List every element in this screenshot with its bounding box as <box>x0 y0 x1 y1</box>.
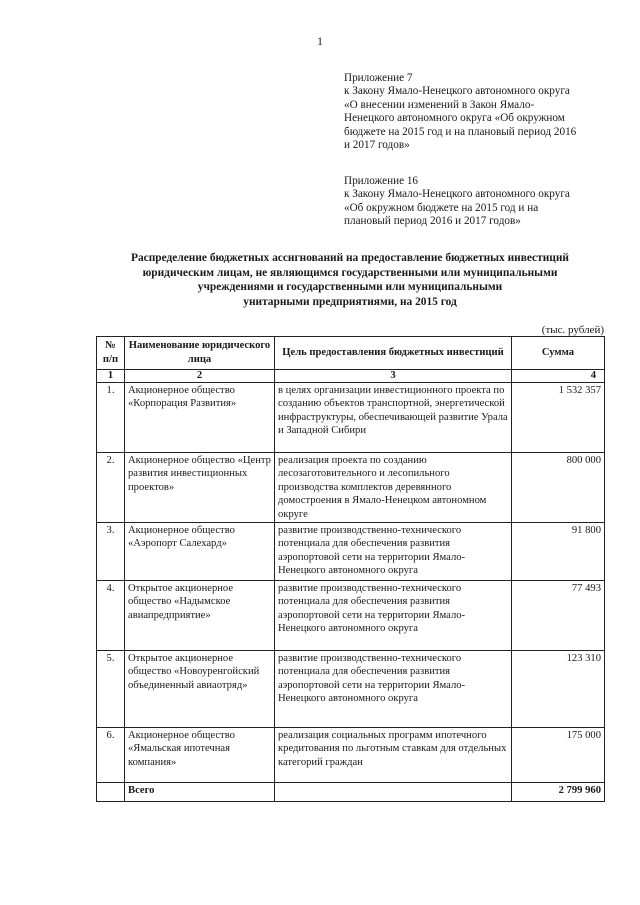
row-number: 4. <box>97 581 125 651</box>
row-number: 1. <box>97 383 125 453</box>
annex-line: «О внесении изменений в Закон Ямало- <box>344 98 535 111</box>
row-number: 6. <box>97 728 125 783</box>
annex-line: Приложение 16 <box>344 175 419 187</box>
annex-line: и 2017 годов» <box>344 139 410 152</box>
row-number: 5. <box>97 651 125 728</box>
row-name: Открытое акционерное общество «Надымское авиапредприятие» <box>125 581 275 651</box>
row-name: Акционерное общество «Аэропорт Салехард» <box>125 523 275 581</box>
row-name: Акционерное общество «Центр развития инвестиционных проектов» <box>125 453 275 523</box>
title-line: Распределение бюджетных ассигнований на предоставление бюджетных инвестиций <box>131 252 569 264</box>
row-purpose: развитие производственно-технического потенциала для обеспечения развития аэропортовой сети на территории Ямало-Ненецкого автономного округа <box>275 651 512 728</box>
annex-7-header <box>344 72 624 152</box>
title-line: учреждениями и государственными или муниципальными <box>197 281 503 294</box>
table-row <box>97 453 605 523</box>
row-name: Акционерное общество «Ямальская ипотечная компания» <box>125 728 275 783</box>
row-number: 3. <box>97 523 125 581</box>
row-sum: 77 493 <box>512 581 605 651</box>
total-empty-cell <box>97 783 125 802</box>
col-number: 3 <box>275 370 512 383</box>
col-number: 4 <box>512 370 605 383</box>
title-line: унитарными предприятиями, на 2015 год <box>243 295 457 308</box>
row-purpose: реализация социальных программ ипотечного кредитования по льготным ставкам для отдельных категорий граждан <box>275 728 512 783</box>
investments-table <box>96 336 605 802</box>
table-row <box>97 728 605 783</box>
row-sum: 123 310 <box>512 651 605 728</box>
total-label: Всего <box>125 783 275 802</box>
header-name: Наименование юридического лица <box>125 337 275 370</box>
table-row <box>97 651 605 728</box>
row-sum: 800 000 <box>512 453 605 523</box>
table-row <box>97 383 605 453</box>
annex-line: Приложение 7 <box>344 72 413 84</box>
annex-line: к Закону Ямало-Ненецкого автономного округа <box>344 188 570 201</box>
col-number: 1 <box>97 370 125 383</box>
annex-line: «Об окружном бюджете на 2015 год и на <box>344 201 539 214</box>
table-row <box>97 523 605 581</box>
table-row <box>97 581 605 651</box>
annex-line: плановый период 2016 и 2017 годов» <box>344 215 521 228</box>
page-number: 1 <box>317 34 323 48</box>
annex-line: бюджете на 2015 год и на плановый период 2016 <box>344 125 577 138</box>
row-sum: 175 000 <box>512 728 605 783</box>
row-number: 2. <box>97 453 125 523</box>
row-purpose: развитие производственно-технического потенциала для обеспечения развития аэропортовой сети на территории Ямало-Ненецкого автономного округа <box>275 523 512 581</box>
document-title <box>96 251 604 309</box>
row-purpose: реализация проекта по созданию лесозаготовительного и лесопильного производства комплектов деревянного домостроения в Ямало-Ненецком автономном округе <box>275 453 512 523</box>
row-purpose: в целях организации инвестиционного проекта по созданию объектов транспортной, энергетической инфраструктуры, обеспечивающей развитие Урала и Западной Сибири <box>275 383 512 453</box>
header-no: № п/п <box>97 337 125 370</box>
annex-line: Ненецкого автономного округа «Об окружном <box>344 112 565 125</box>
units-note: (тыс. рублей) <box>541 324 604 336</box>
total-empty-cell <box>275 783 512 802</box>
annex-line: к Закону Ямало-Ненецкого автономного округа <box>344 85 570 98</box>
col-number: 2 <box>125 370 275 383</box>
row-name: Акционерное общество «Корпорация Развития» <box>125 383 275 453</box>
annex-16-header <box>344 175 624 229</box>
header-sum: Сумма <box>512 337 605 370</box>
column-number-row <box>97 370 605 383</box>
header-row <box>97 337 605 370</box>
row-sum: 1 532 357 <box>512 383 605 453</box>
row-purpose: развитие производственно-технического потенциала для обеспечения развития аэропортовой сети на территории Ямало-Ненецкого автономного округа <box>275 581 512 651</box>
header-purpose: Цель предоставления бюджетных инвестиций <box>275 337 512 370</box>
row-name: Открытое акционерное общество «Новоуренгойский объединенный авиаотряд» <box>125 651 275 728</box>
row-sum: 91 800 <box>512 523 605 581</box>
total-row <box>97 783 605 802</box>
total-sum: 2 799 960 <box>512 783 605 802</box>
title-line: юридическим лицам, не являющимся государственными или муниципальными <box>142 266 558 279</box>
